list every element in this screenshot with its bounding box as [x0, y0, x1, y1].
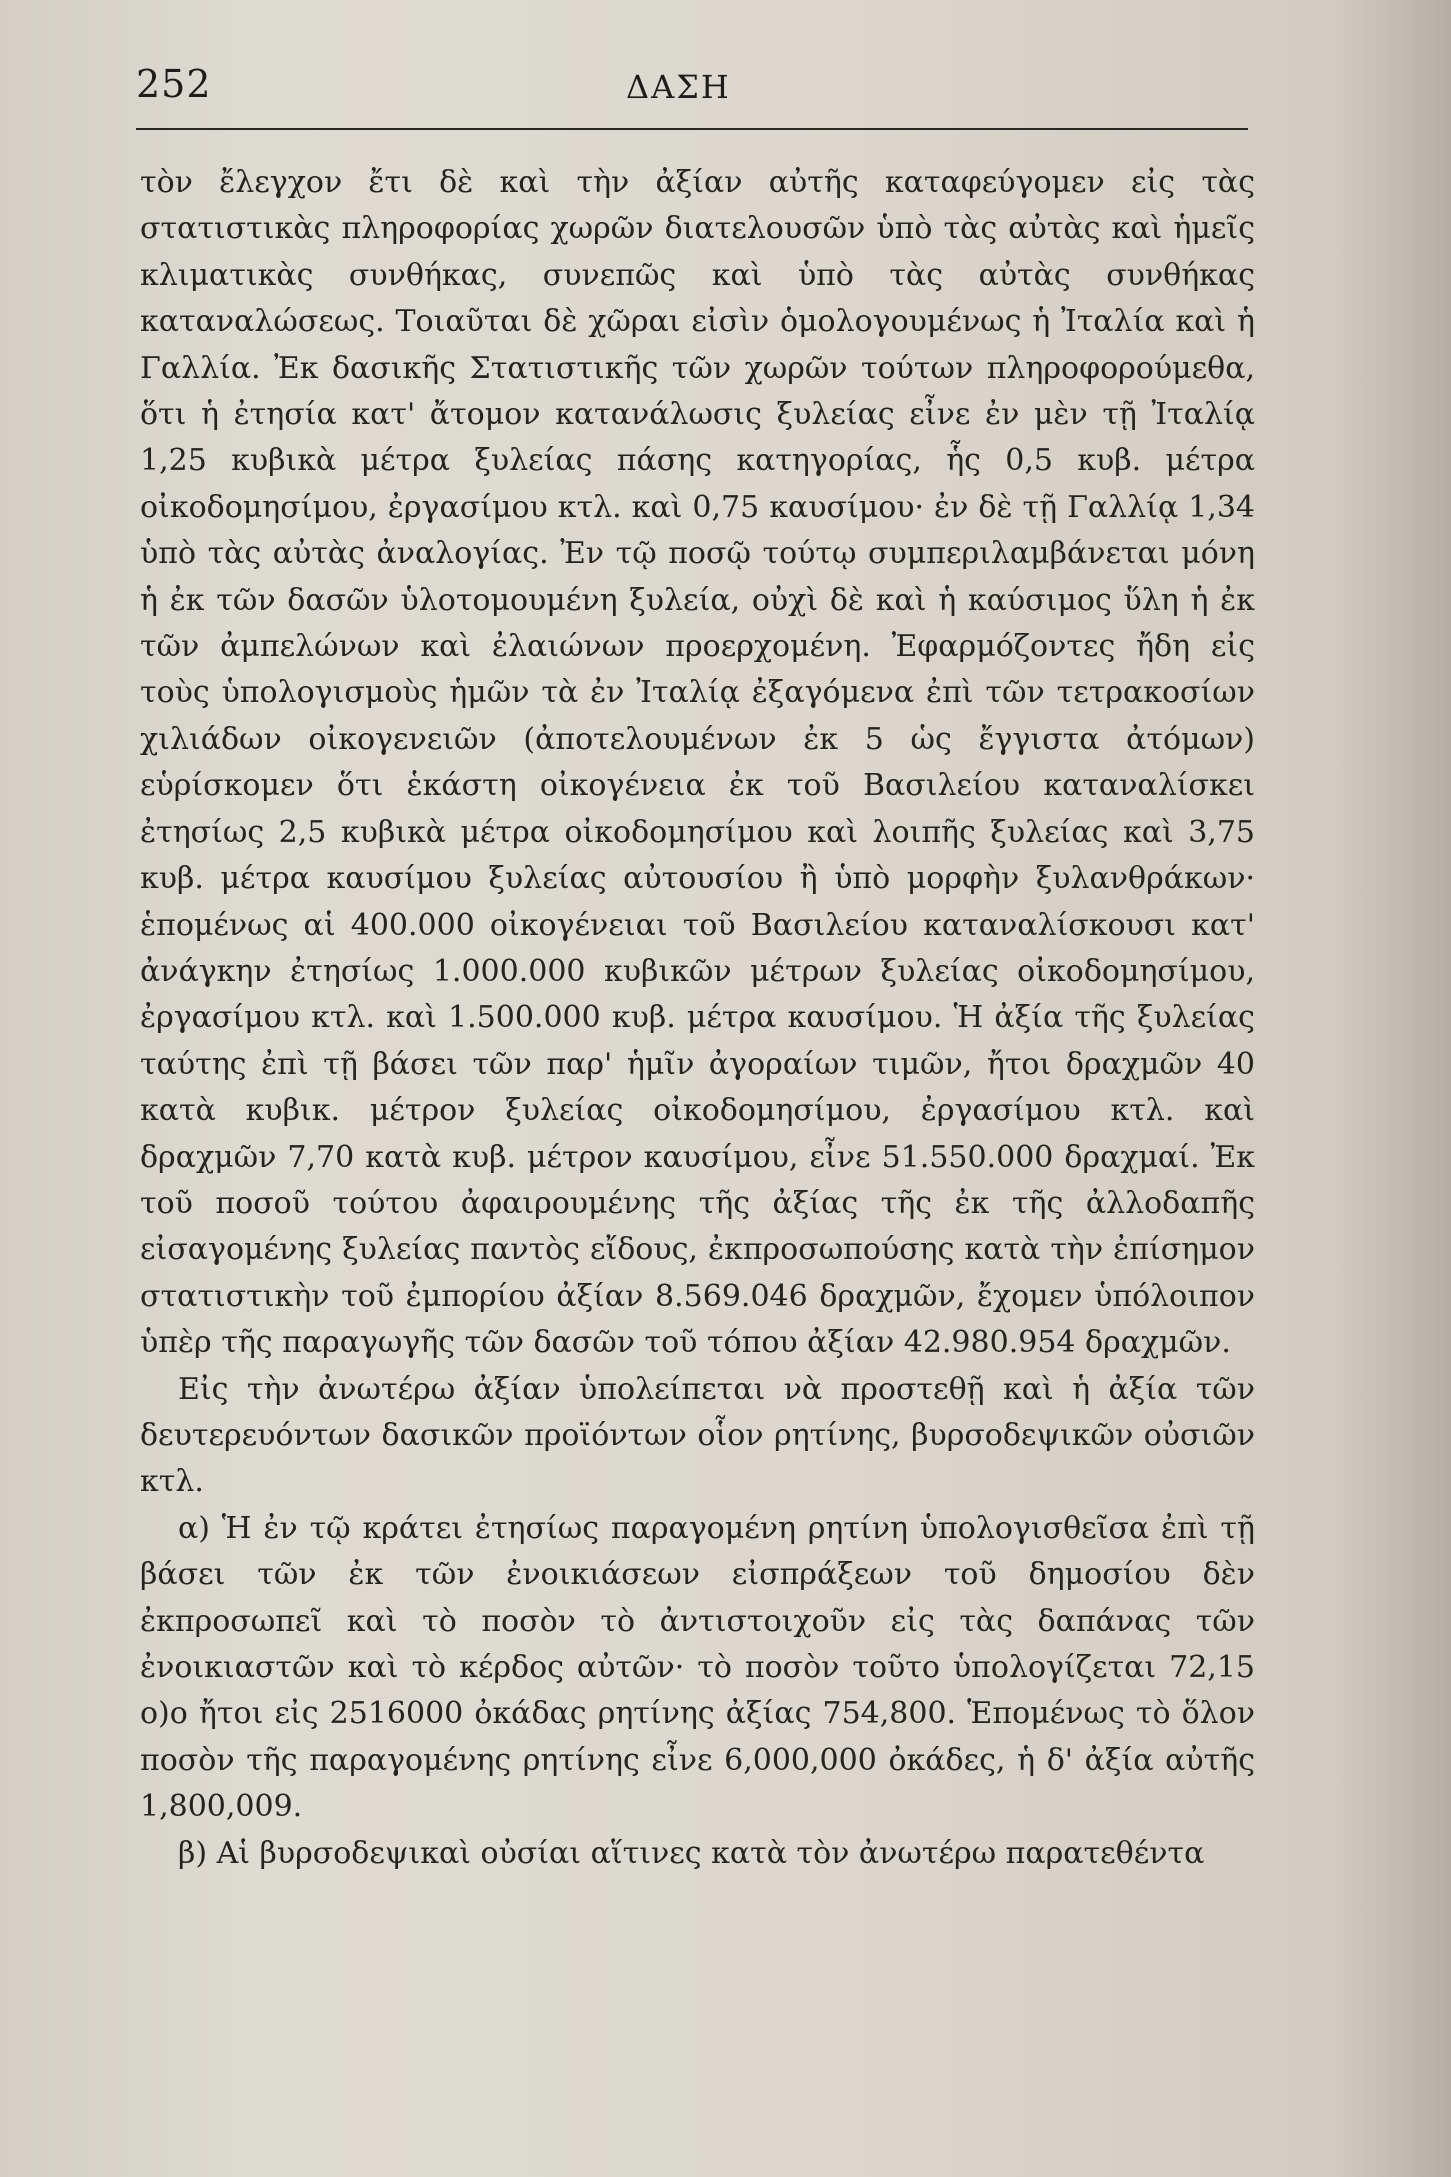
paragraph-secondary-products: Εἰς τὴν ἀνωτέρω ἀξίαν ὑπολείπεται νὰ προστεθῇ καὶ ἡ ἀξία τῶν δευτερευόντων δασικῶν προϊόντων οἷον ρητίνης, βυρσοδεψικῶν οὐσιῶν κτλ. — [140, 1371, 1255, 1500]
running-title: ΔΑΣΗ — [626, 68, 731, 106]
paragraph-resin: α) Ἡ ἐν τῷ κράτει ἐτησίως παραγομένη ρητίνη ὑπολογισθεῖσα ἐπὶ τῇ βάσει τῶν ἐκ τῶν ἐνοικιάσεων εἰσπράξεων τοῦ δημοσίου δὲν ἐκπροσωπεῖ καὶ τὸ ποσὸν τὸ ἀντιστοιχοῦν εἰς τὰς δαπάνας τῶν ἐνοικιαστῶν καὶ τὸ κέρδος αὐτῶν· τὸ ποσὸν τοῦτο ὑπολογίζεται 72,15 ο)ο ἤτοι εἰς 2516000 ὀκάδας ρητίνης ἀξίας 754,800. Ἑπομένως τὸ ὅλον ποσὸν τῆς παραγομένης ρητίνης εἶνε 6,000,000 ὀκάδες, ἡ δ' ἀξία αὐτῆς 1,800,009. — [140, 1510, 1255, 1825]
page-header — [136, 62, 1256, 132]
page-number: 252 — [136, 62, 212, 106]
body-text — [140, 160, 1255, 1877]
paragraph-tanning-substances: β) Αἱ βυρσοδεψικαὶ οὐσίαι αἵτινες κατὰ τὸν ἀνωτέρω παρατεθέντα — [178, 1835, 1205, 1871]
paragraph-main: τὸν ἔλεγχον ἔτι δὲ καὶ τὴν ἀξίαν αὐτῆς καταφεύγομεν εἰς τὰς στατιστικὰς πληροφορίας χωρῶν διατελουσῶν ὑπὸ τὰς αὐτὰς καὶ ἡμεῖς κλιματικὰς συνθήκας, συνεπῶς καὶ ὑπὸ τὰς αὐτὰς συνθήκας καταναλώσεως. Τοιαῦται δὲ χῶραι εἰσὶν ὁμολογουμένως ἡ Ἰταλία καὶ ἡ Γαλλία. Ἐκ δασικῆς Στατιστικῆς τῶν χωρῶν τούτων πληροφορούμεθα, ὅτι ἡ ἐτησία κατ' ἄτομον κατανάλωσις ξυλείας εἶνε ἐν μὲν τῇ Ἰταλίᾳ 1,25 κυβικὰ μέτρα ξυλείας πάσης κατηγορίας, ἧς 0,5 κυβ. μέτρα οἰκοδομησίμου, ἐργασίμου κτλ. καὶ 0,75 καυσίμου· ἐν δὲ τῇ Γαλλίᾳ 1,34 ὑπὸ τὰς αὐτὰς ἀναλογίας. Ἐν τῷ ποσῷ τούτῳ συμπεριλαμβάνεται μόνη ἡ ἐκ τῶν δασῶν ὑλοτομουμένη ξυλεία, οὐχὶ δὲ καὶ ἡ καύσιμος ὕλη ἡ ἐκ τῶν ἀμπελώνων καὶ ἐλαιώνων προερχομένη. Ἐφαρμόζοντες ἤδη εἰς τοὺς ὑπολογισμοὺς ἡμῶν τὰ ἐν Ἰταλίᾳ ἐξαγόμενα ἐπὶ τῶν τετρακοσίων χιλιάδων οἰκογενειῶν (ἀποτελουμένων ἐκ 5 ὡς ἔγγιστα ἀτόμων) εὑρίσκομεν ὅτι ἑκάστη οἰκογένεια ἐκ τοῦ Βασιλείου καταναλίσκει ἐτησίως 2,5 κυβικὰ μέτρα οἰκοδομησίμου καὶ λοιπῆς ξυλείας καὶ 3,75 κυβ. μέτρα καυσίμου ξυλείας αὐτουσίου ἢ ὑπὸ μορφὴν ξυλανθράκων· ἑπομένως αἱ 400.000 οἰκογένειαι τοῦ Βασιλείου καταναλίσκουσι κατ' ἀνάγκην ἐτησίως 1.000.000 κυβικῶν μέτρων ξυλείας οἰκοδομησίμου, ἐργασίμου κτλ. καὶ 1.500.000 κυβ. μέτρα καυσίμου. Ἡ ἀξία τῆς ξυλείας ταύτης ἐπὶ τῇ βάσει τῶν παρ' ἡμῖν ἀγοραίων τιμῶν, ἤτοι δραχμῶν 40 κατὰ κυβικ. μέτρον ξυλείας οἰκοδομησίμου, ἐργασίμου κτλ. καὶ δραχμῶν 7,70 κατὰ κυβ. μέτρον καυσίμου, εἶνε 51.550.000 δραχμαί. Ἐκ τοῦ ποσοῦ τούτου ἀφαιρουμένης τῆς ἀξίας τῆς ἐκ τῆς ἀλλοδαπῆς εἰσαγομένης ξυλείας παντὸς εἴδους, ἐκπροσωπούσης κατὰ τὴν ἐπίσημον στατιστικὴν τοῦ ἐμπορίου ἀξίαν 8.569.046 δραχμῶν, ἔχομεν ὑπόλοιπον ὑπὲρ τῆς παραγωγῆς τῶν δασῶν τοῦ τόπου ἀξίαν 42.980.954 δραχμῶν. — [140, 165, 1255, 1361]
header-rule — [136, 128, 1248, 130]
page-edge-shadow — [1331, 0, 1451, 2177]
